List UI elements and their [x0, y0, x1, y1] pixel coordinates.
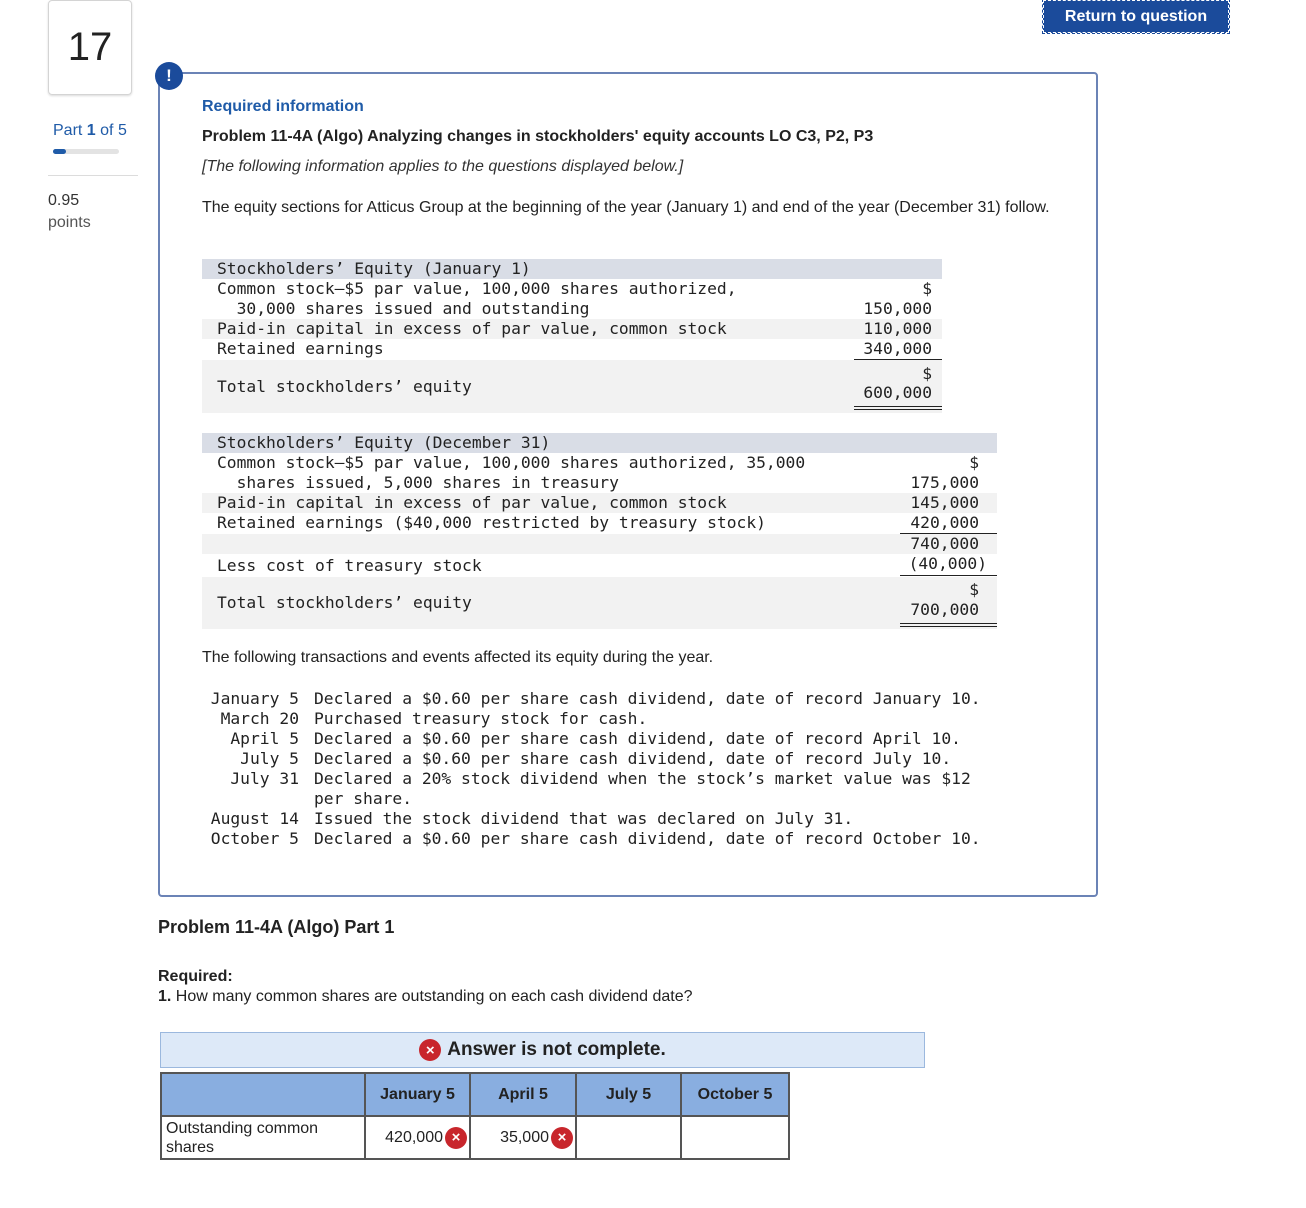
event-text: Declared a $0.60 per share cash dividend, date of record October 10. — [314, 829, 981, 848]
dollar-sign: $ — [969, 453, 979, 472]
column-header-july-5: July 5 — [576, 1073, 681, 1116]
answer-status-text: Answer is not complete. — [447, 1039, 666, 1060]
table-row-total — [202, 360, 942, 413]
answer-table-header — [161, 1073, 789, 1116]
question-number-label: 1. — [158, 988, 172, 1005]
column-header-january-5: January 5 — [365, 1073, 470, 1116]
table-row — [202, 279, 942, 319]
table-row — [202, 554, 997, 577]
table-header: Stockholders’ Equity (January 1) — [217, 259, 531, 278]
dollar-sign: $ — [969, 580, 979, 599]
answer-input-july-5[interactable] — [576, 1116, 681, 1159]
part-total: of 5 — [100, 122, 127, 139]
event-text: Purchased treasury stock for cash. — [314, 709, 648, 728]
blank-header — [161, 1073, 365, 1116]
total-value: 700,000 — [910, 600, 979, 619]
part-progress-bar — [53, 149, 119, 154]
event-text: Declared a $0.60 per share cash dividend, date of record July 10. — [314, 749, 952, 768]
question-number[interactable]: 17 — [48, 0, 132, 95]
row-label-outstanding-shares: Outstanding common shares — [161, 1116, 365, 1159]
incorrect-icon: × — [445, 1127, 467, 1149]
table-row — [161, 1116, 789, 1159]
part-current: 1 — [86, 122, 96, 139]
incorrect-icon: × — [419, 1039, 441, 1061]
required-label: Required: — [158, 968, 233, 985]
rail-divider — [48, 175, 138, 176]
transactions-intro: The following transactions and events affected its equity during the year. — [202, 649, 714, 666]
dollar-sign: $ — [922, 279, 932, 298]
answer-table — [160, 1072, 790, 1160]
row-label-cont: 30,000 shares issued and outstanding — [217, 299, 590, 318]
total-label: Total stockholders’ equity — [217, 377, 472, 396]
incorrect-icon: × — [551, 1127, 573, 1149]
event-date: July 31 — [230, 769, 299, 788]
table-row-total — [202, 577, 997, 629]
row-value: 145,000 — [910, 493, 979, 512]
row-label: Paid-in capital in excess of par value, common stock — [217, 319, 727, 338]
table-row — [202, 513, 997, 534]
row-label-cont: shares issued, 5,000 shares in treasury — [217, 473, 619, 492]
event-text: Declared a $0.60 per share cash dividend, date of record April 10. — [314, 729, 961, 748]
event-text: Declared a 20% stock dividend when the stock’s market value was $12 — [314, 769, 971, 788]
event-text: Issued the stock dividend that was declared on July 31. — [314, 809, 854, 828]
event-date: March 20 — [220, 709, 299, 728]
dollar-sign: $ — [922, 364, 932, 383]
event-date: April 5 — [230, 729, 299, 748]
question-text — [158, 988, 693, 1006]
event-date: January 5 — [210, 689, 299, 708]
answer-status-banner — [160, 1032, 925, 1068]
row-value: 150,000 — [863, 299, 932, 318]
row-label: Retained earnings ($40,000 restricted by treasury stock) — [217, 513, 766, 532]
part-prefix: Part — [53, 122, 83, 139]
answer-input-october-5[interactable] — [681, 1116, 789, 1159]
row-label: Common stock—$5 par value, 100,000 shares authorized, 35,000 — [217, 453, 806, 472]
table-row — [202, 453, 997, 493]
table-header-row — [202, 259, 942, 279]
subtotal-value: 740,000 — [910, 534, 979, 553]
points-label: points — [48, 214, 91, 231]
table-header: Stockholders’ Equity (December 31) — [217, 433, 551, 452]
table-header-row — [202, 433, 997, 453]
event-date: August 14 — [210, 809, 299, 828]
event-date: October 5 — [210, 829, 299, 848]
column-header-october-5: October 5 — [681, 1073, 789, 1116]
required-information-heading: Required information — [202, 98, 364, 115]
event-text: Declared a $0.60 per share cash dividend, date of record January 10. — [314, 689, 981, 708]
answer-value: 35,000 — [500, 1128, 549, 1146]
table-row — [202, 493, 997, 513]
row-label: Paid-in capital in excess of par value, common stock — [217, 493, 727, 512]
question-body: How many common shares are outstanding on each cash dividend date? — [175, 988, 693, 1005]
event-date: July 5 — [240, 749, 299, 768]
total-label: Total stockholders’ equity — [217, 593, 472, 612]
table-row-subtotal — [202, 534, 997, 554]
row-value: 110,000 — [863, 319, 932, 338]
table-row — [202, 319, 942, 339]
row-value: 340,000 — [863, 339, 932, 358]
table-row — [202, 339, 942, 360]
row-label: Less cost of treasury stock — [217, 556, 482, 575]
part-indicator — [53, 122, 127, 140]
intro-text: The equity sections for Atticus Group at the beginning of the year (January 1) and end of the year (December 31) follow. — [202, 199, 1050, 216]
answer-input-january-5[interactable] — [365, 1116, 470, 1159]
row-value: 420,000 — [910, 513, 979, 532]
part-title: Problem 11-4A (Algo) Part 1 — [158, 917, 395, 937]
column-header-april-5: April 5 — [470, 1073, 576, 1116]
answer-input-april-5[interactable] — [470, 1116, 576, 1159]
problem-title: Problem 11-4A (Algo) Analyzing changes in stockholders' equity accounts LO C3, P2, P3 — [202, 128, 874, 145]
return-to-question-button[interactable]: Return to question — [1043, 0, 1229, 33]
row-label: Retained earnings — [217, 339, 384, 358]
alert-icon: ! — [155, 62, 183, 90]
applies-note: [The following information applies to the questions displayed below.] — [202, 158, 684, 175]
row-value: (40,000) — [908, 554, 987, 573]
event-text-cont: per share. — [314, 789, 413, 808]
answer-value: 420,000 — [385, 1128, 443, 1146]
points-value: 0.95 — [48, 192, 80, 209]
part-progress-fill — [53, 149, 66, 154]
total-value: 600,000 — [863, 383, 932, 402]
row-label: Common stock—$5 par value, 100,000 shares authorized, — [217, 279, 737, 298]
row-value: 175,000 — [910, 473, 979, 492]
